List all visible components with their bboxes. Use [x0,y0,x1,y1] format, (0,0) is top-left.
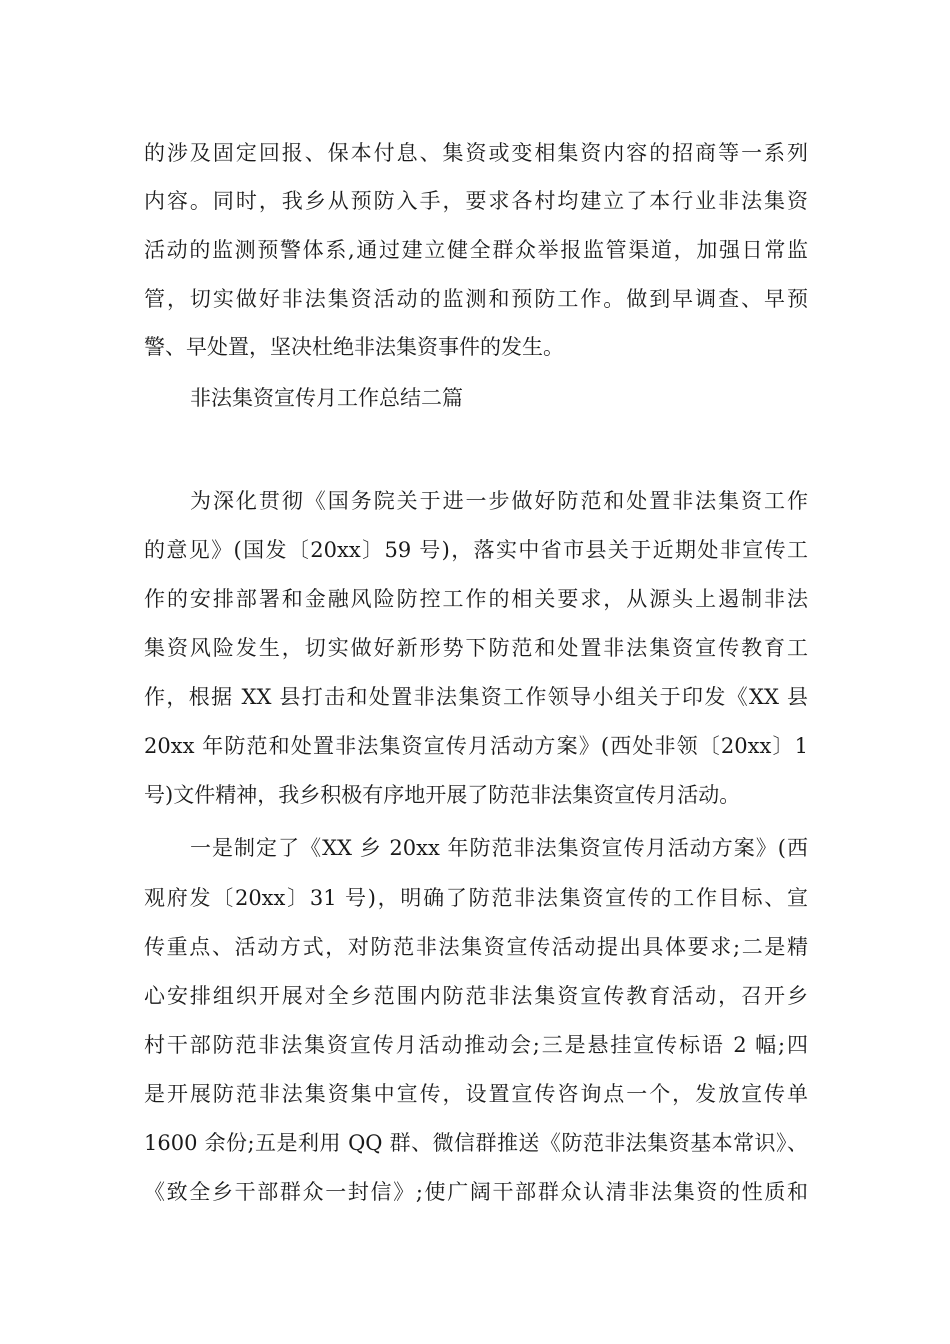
paragraph-line: 为深化贯彻《国务院关于进一步做好防范和处置非法集资工作 [190,489,808,513]
paragraph-line: 的意见》(国发〔20xx〕59 号)，落实中省市县关于近期处非宣传工 [144,538,808,562]
paragraph-line: 内容。同时，我乡从预防入手，要求各村均建立了本行业非法集资 [144,189,808,213]
paragraph-line: 心安排组织开展对全乡范围内防范非法集资宣传教育活动，召开乡 [144,984,808,1008]
paragraph-line: 作，根据 XX 县打击和处置非法集资工作领导小组关于印发《XX 县 [144,685,808,709]
paragraph-line: 传重点、活动方式，对防范非法集资宣传活动提出具体要求;二是精 [144,935,808,959]
paragraph-line: 号)文件精神，我乡积极有序地开展了防范非法集资宣传月活动。 [144,783,741,807]
paragraph-line: 《致全乡干部群众一封信》;使广阔干部群众认清非法集资的性质和 [144,1180,808,1204]
paragraph-line: 作的安排部署和金融风险防控工作的相关要求，从源头上遏制非法 [144,587,808,611]
paragraph-line: 集资风险发生，切实做好新形势下防范和处置非法集资宣传教育工 [144,636,808,660]
paragraph-line: 1600 余份;五是利用 QQ 群、微信群推送《防范非法集资基本常识》、 [144,1131,808,1155]
paragraph-line: 是开展防范非法集资集中宣传，设置宣传咨询点一个，发放宣传单 [144,1082,808,1106]
paragraph-line: 村干部防范非法集资宣传月活动推动会;三是悬挂宣传标语 2 幅;四 [144,1033,808,1057]
paragraph-line: 的涉及固定回报、保本付息、集资或变相集资内容的招商等一系列 [144,141,808,165]
paragraph-line: 一是制定了《XX 乡 20xx 年防范非法集资宣传月活动方案》(西 [190,836,808,860]
paragraph-line: 活动的监测预警体系,通过建立健全群众举报监管渠道，加强日常监 [144,238,808,262]
paragraph-line: 管，切实做好非法集资活动的监测和预防工作。做到早调查、早预 [144,287,808,311]
paragraph-line: 20xx 年防范和处置非法集资宣传月活动方案》(西处非领〔20xx〕1 [144,734,808,758]
paragraph-line: 警、早处置，坚决杜绝非法集资事件的发生。 [144,335,564,359]
section-heading: 非法集资宣传月工作总结二篇 [190,386,463,410]
paragraph-line: 观府发〔20xx〕31 号)，明确了防范非法集资宣传的工作目标、宣 [144,886,808,910]
